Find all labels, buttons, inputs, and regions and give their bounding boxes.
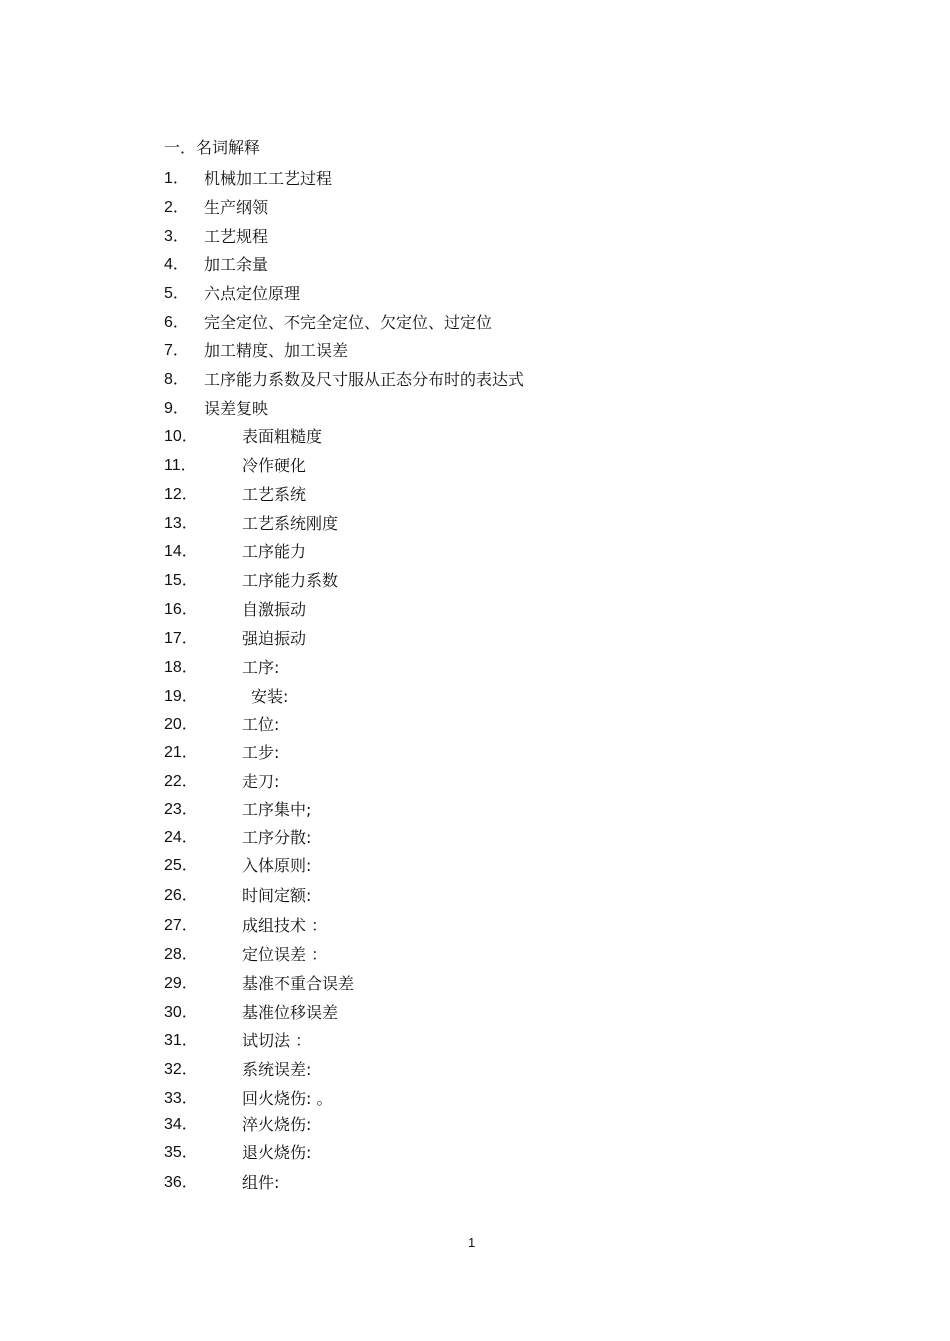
item-text: 冷作硬化 (242, 456, 307, 475)
item-text: 淬火烧伤: (242, 1115, 312, 1134)
item-number: 14． (164, 543, 198, 560)
item-text: 误差复映 (204, 399, 269, 418)
item-number: 17． (164, 630, 198, 647)
item-number: 19． (164, 688, 198, 705)
item-text: 基准位移误差 (242, 1003, 339, 1022)
item-text: 时间定额: (242, 886, 312, 905)
item-text: 成组技术 ： (242, 916, 328, 935)
item-number: 15． (164, 572, 198, 589)
item-text: 定位误差 ： (242, 945, 328, 964)
item-text: 生产纲领 (204, 198, 269, 217)
item-number: 34． (164, 1116, 198, 1133)
item-number: 35． (164, 1144, 198, 1161)
item-text: 工序分散: (242, 828, 312, 847)
item-text: 走刀: (242, 772, 280, 791)
item-text: 工艺系统 (242, 485, 307, 504)
item-number: 30． (164, 1004, 198, 1021)
item-text: 工艺系统刚度 (242, 514, 339, 533)
item-number: 28． (164, 946, 198, 963)
item-number: 8． (164, 371, 189, 388)
item-text: 工序集中; (242, 800, 312, 819)
item-text: 加工余量 (204, 255, 269, 274)
item-number: 32． (164, 1061, 198, 1078)
item-text: 组件: (242, 1173, 280, 1192)
item-text: 六点定位原理 (204, 284, 301, 303)
item-number: 24． (164, 829, 198, 846)
item-number: 11． (164, 457, 197, 474)
item-number: 20． (164, 716, 198, 733)
item-text: 加工精度、加工误差 (204, 341, 349, 360)
item-text: 基准不重合误差 (242, 974, 355, 993)
item-text: 入体原则: (242, 856, 312, 875)
item-number: 3． (164, 228, 189, 245)
item-number: 2． (164, 199, 189, 216)
item-number: 7． (164, 342, 189, 359)
item-text: 回火烧伤: 。 (242, 1089, 333, 1108)
item-number: 29． (164, 975, 198, 992)
item-number: 33． (164, 1090, 198, 1107)
item-number: 4． (164, 256, 189, 273)
page-number: 1 (468, 1235, 476, 1250)
item-text: 工艺规程 (204, 227, 269, 246)
item-number: 5． (164, 285, 189, 302)
item-text: 试切法 ： (242, 1031, 312, 1050)
section-title: 一．名词解释 (164, 138, 261, 157)
item-text: 退火烧伤: (242, 1143, 312, 1162)
item-text: 工步: (242, 743, 280, 762)
item-number: 26． (164, 887, 198, 904)
item-text: 工序: (242, 658, 280, 677)
item-number: 18． (164, 659, 198, 676)
item-number: 36． (164, 1174, 198, 1191)
item-text: 完全定位、不完全定位、欠定位、过定位 (204, 313, 493, 332)
item-text: 自激振动 (242, 600, 307, 619)
item-text: 工序能力系数及尺寸服从正态分布时的表达式 (204, 370, 525, 389)
item-number: 22． (164, 773, 198, 790)
item-text: 表面粗糙度 (242, 427, 323, 446)
item-text: 工序能力 (242, 542, 307, 561)
item-number: 27． (164, 917, 198, 934)
item-number: 21． (164, 744, 198, 761)
item-text: 强迫振动 (242, 629, 307, 648)
item-number: 10． (164, 428, 198, 445)
item-number: 16． (164, 601, 198, 618)
item-text: 工位: (242, 715, 280, 734)
item-text: 安装: (251, 687, 289, 706)
item-text: 机械加工工艺过程 (204, 169, 333, 188)
item-number: 13． (164, 515, 198, 532)
item-number: 23． (164, 801, 198, 818)
item-number: 6． (164, 314, 189, 331)
item-number: 12． (164, 486, 198, 503)
item-text: 工序能力系数 (242, 571, 339, 590)
item-number: 25． (164, 857, 198, 874)
item-number: 1． (164, 170, 189, 187)
item-number: 9． (164, 400, 189, 417)
item-number: 31． (164, 1032, 198, 1049)
item-text: 系统误差: (242, 1060, 312, 1079)
